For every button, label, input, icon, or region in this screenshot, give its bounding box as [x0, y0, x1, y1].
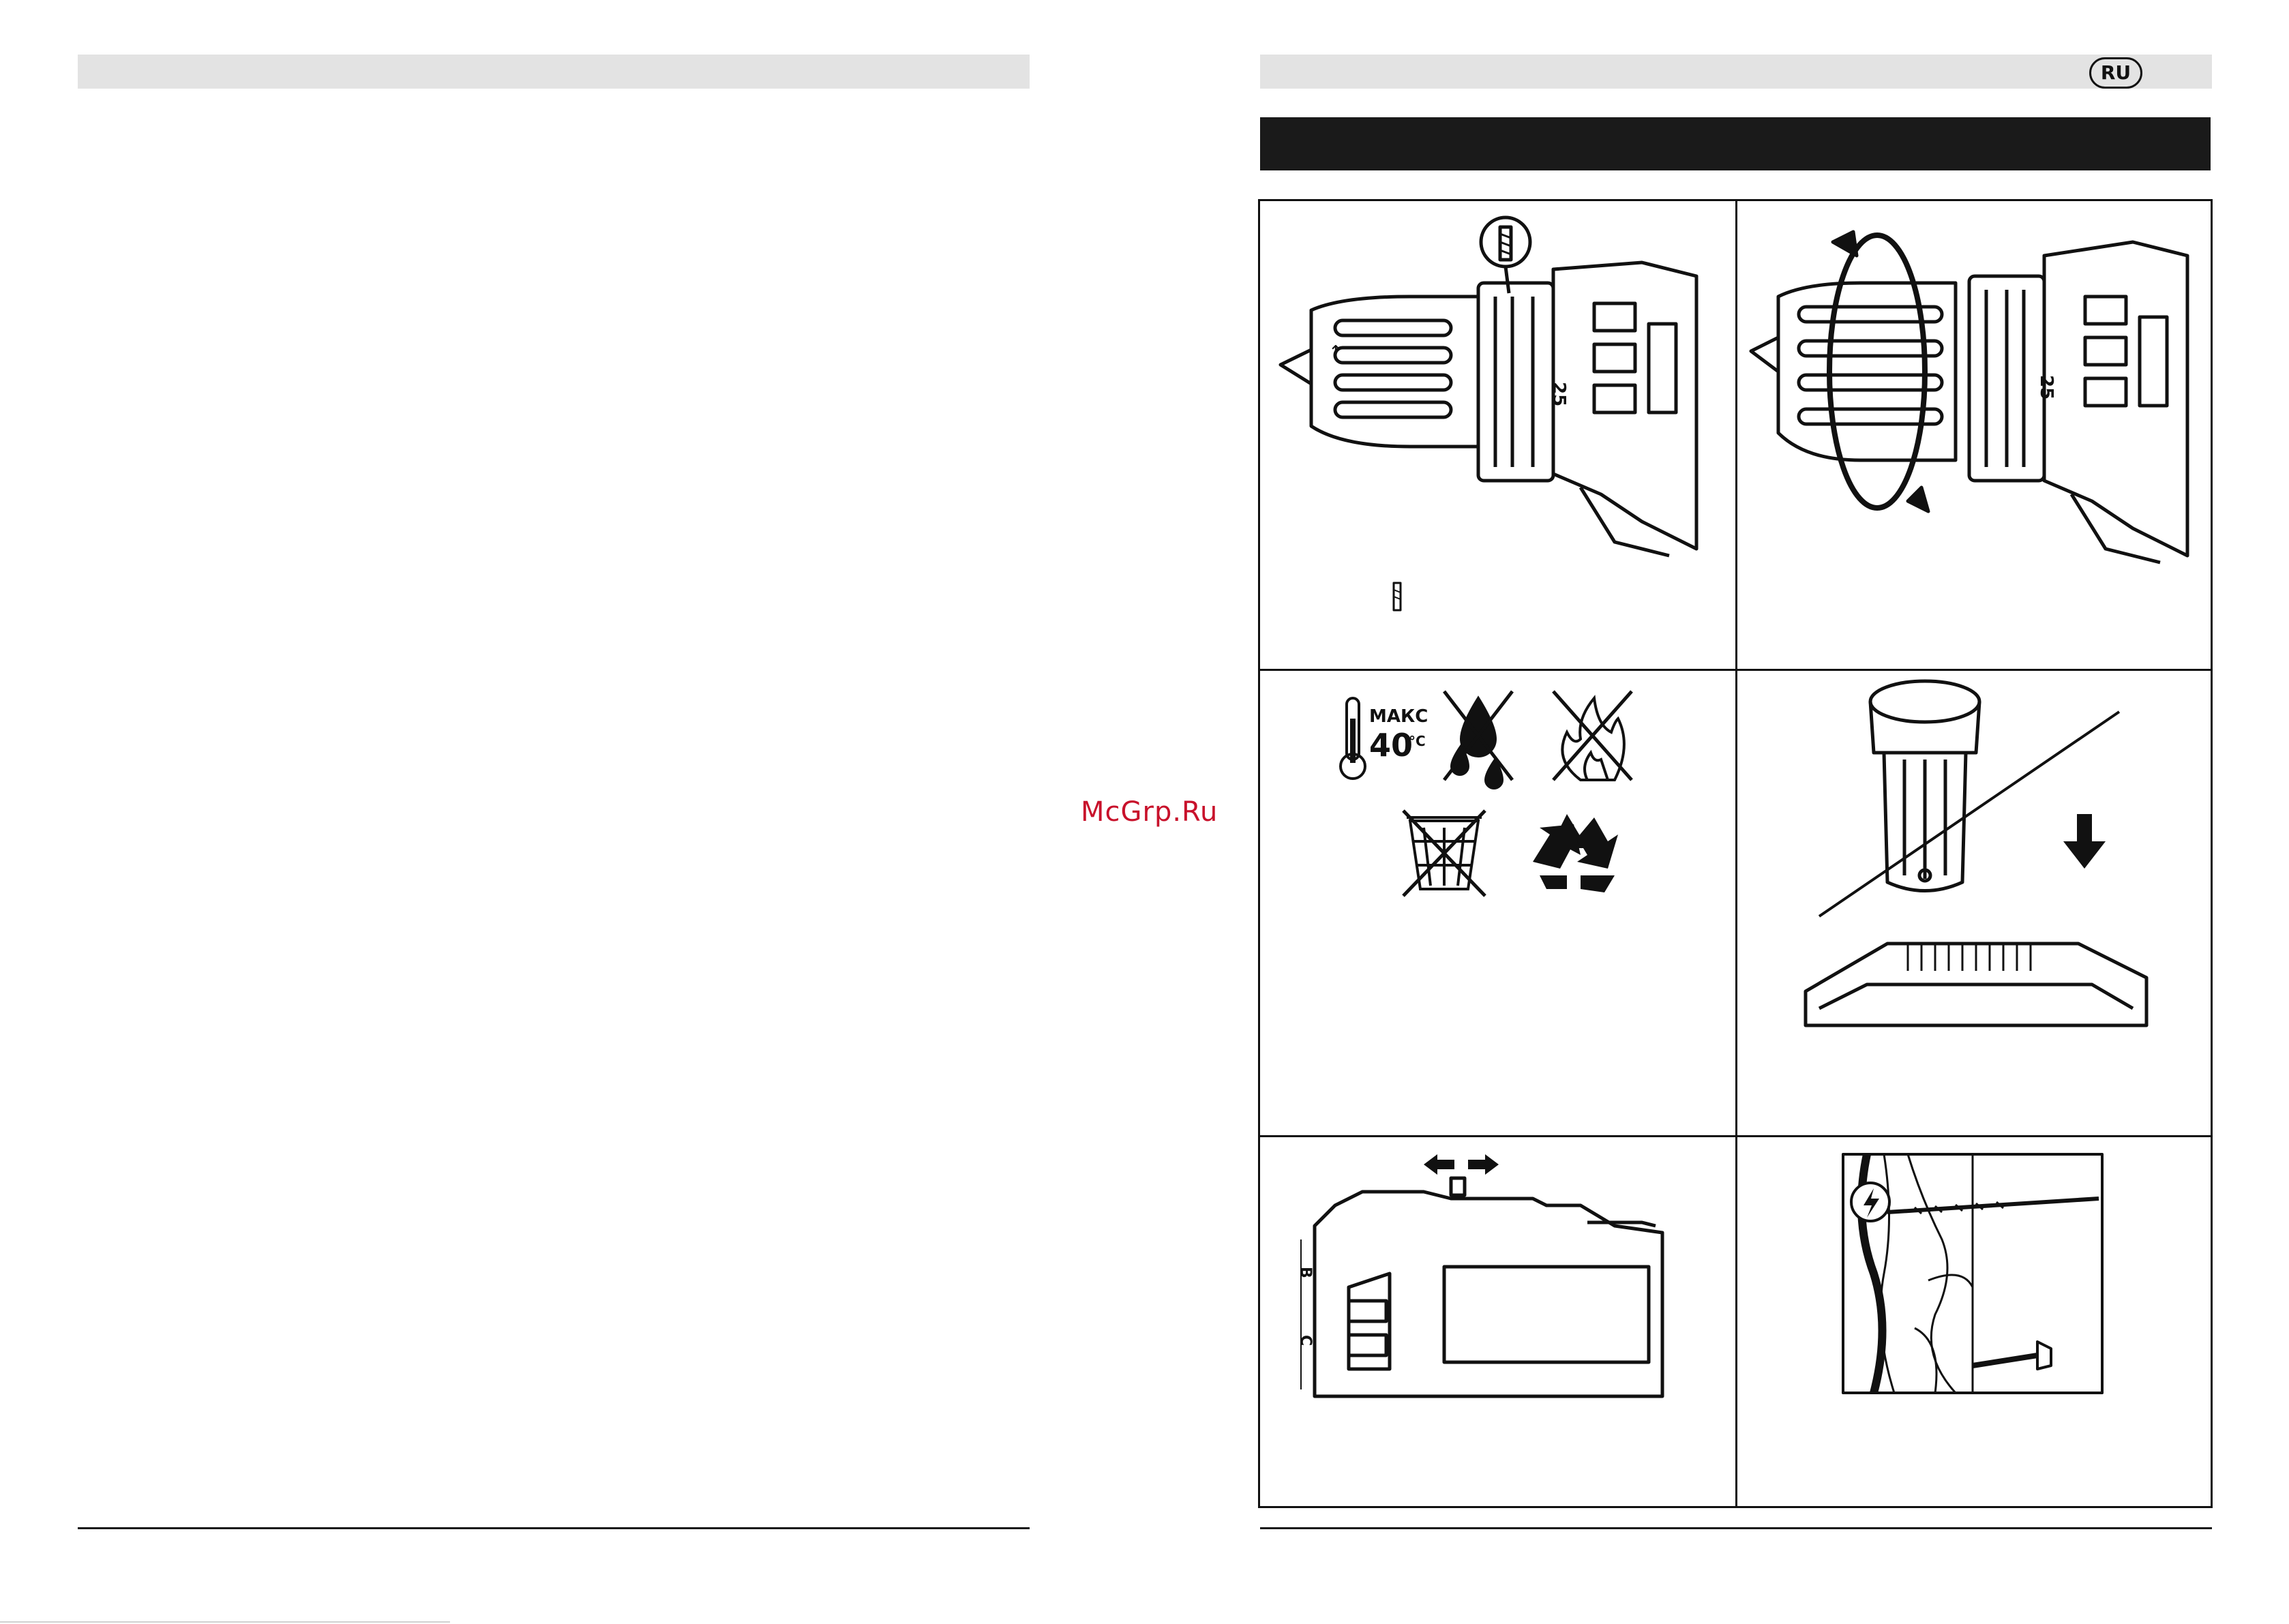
figure-4-battery-charger	[1737, 671, 2213, 1135]
svg-text:25: 25	[2036, 375, 2056, 400]
right-page-footer-rule	[1260, 1527, 2212, 1529]
language-badge: RU	[2089, 57, 2142, 89]
right-arrow-icon	[1468, 1154, 1499, 1175]
figure-2-chuck-rotation	[1737, 201, 2213, 669]
right-page-header-bar	[1260, 55, 2212, 89]
left-page-footer-rule	[78, 1527, 1030, 1529]
mode-label-c: C	[1297, 1335, 1314, 1347]
svg-text:25: 25	[1549, 382, 1569, 407]
recycle-icon	[1533, 814, 1618, 892]
left-page-header-bar	[78, 55, 1030, 89]
figure-3-battery-safety-icons	[1260, 671, 1735, 1135]
down-arrow-icon	[2063, 814, 2106, 869]
no-water-icon	[1444, 691, 1512, 788]
left-page-scan-edge	[0, 1621, 450, 1623]
temperature-label: МАКС	[1369, 706, 1428, 727]
mode-label-b: B	[1297, 1267, 1314, 1278]
lightning-icon	[1851, 1183, 1889, 1221]
temperature-value: 40	[1369, 727, 1413, 764]
watermark-text[interactable]: McGrp.Ru	[1081, 796, 1218, 828]
left-arrow-icon	[1424, 1154, 1454, 1175]
no-fire-icon	[1553, 691, 1632, 780]
thermometer-icon	[1341, 698, 1365, 779]
figure-1-drill-chuck	[1260, 201, 1735, 669]
svg-text:↑: ↑	[1328, 342, 1343, 363]
temperature-unit: °C	[1409, 733, 1426, 749]
figure-6-hidden-wiring-warning	[1737, 1137, 2213, 1508]
section-title-bar	[1260, 117, 2211, 170]
no-trash-bin-icon	[1403, 811, 1485, 896]
figure-5-direction-switch	[1260, 1137, 1735, 1508]
figure-grid	[1258, 199, 2213, 1508]
